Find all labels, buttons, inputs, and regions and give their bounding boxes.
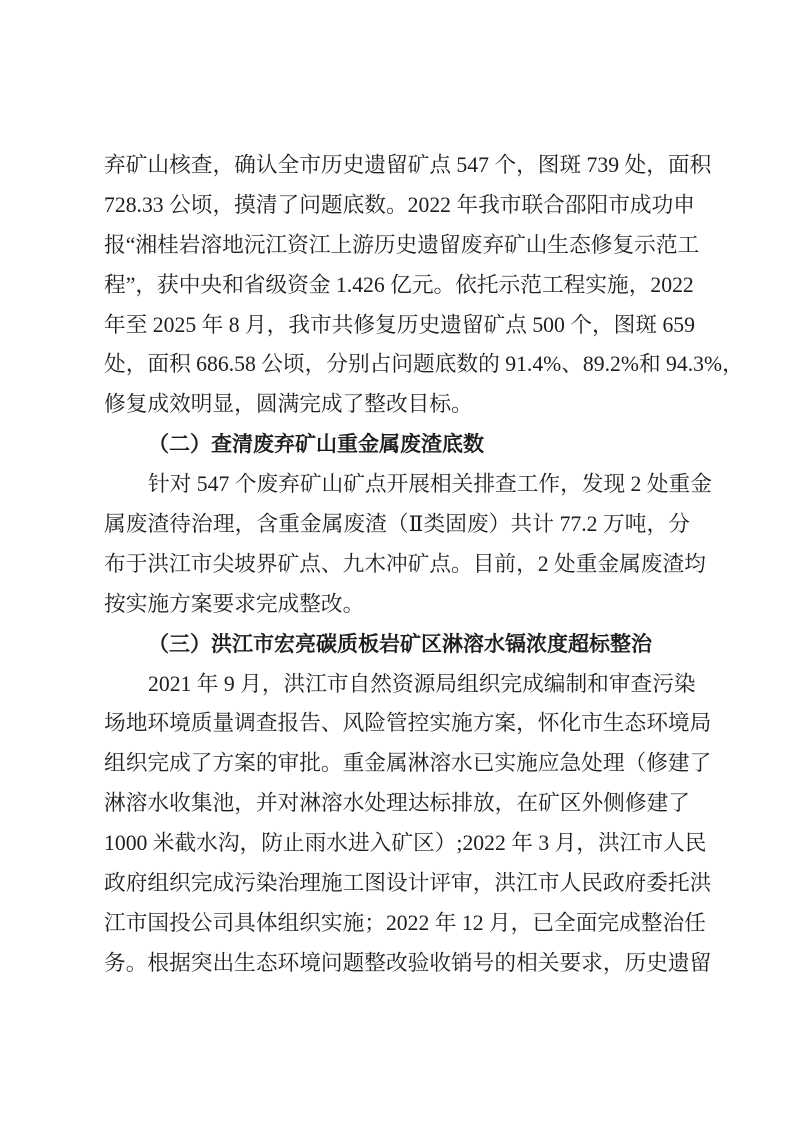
text-line: 布于洪江市尖坡界矿点、九木冲矿点。目前，2 处重金属废渣均 [104,551,706,576]
text-line: 728.33 公顷，摸清了问题底数。2022 年我市联合邵阳市成功申 [104,192,695,217]
text-line: 组织完成了方案的审批。重金属淋溶水已实施应急处理（修建了 [104,751,712,776]
text-line: 弃矿山核查，确认全市历史遗留矿点 547 个，图斑 739 处，面积 [104,153,712,177]
text-line: 处，面积 686.58 公顷，分别占问题底数的 91.4%、89.2%和 94.3%， [104,352,744,377]
heading-line: （三）洪江市宏亮碳质板岩矿区淋溶水镉浓度超标整治 [148,631,652,656]
text-line: 1000 米截水沟，防止雨水进入矿区）;2022 年 3 月，洪江市人民 [104,831,707,856]
paragraph [104,146,744,425]
text-line: 针对 547 个废弃矿山矿点开展相关排查工作，发现 2 处重金 [148,472,712,497]
text-line: 按实施方案要求完成整改。 [104,591,365,616]
paragraph [104,665,712,984]
paragraph [104,465,712,625]
text-line: 程”，获中央和省级资金 1.426 亿元。依托示范工程实施，2022 [104,272,694,297]
text-line: 场地环境质量调查报告、风险管控实施方案，怀化市生态环境局 [104,711,712,736]
section-heading-2 [104,425,690,465]
text-line: 淋溶水收集池，并对淋溶水处理达标排放，在矿区外侧修建了 [104,791,690,816]
document-text-block [104,146,744,984]
heading-line: （二）查清废弃矿山重金属废渣底数 [148,432,484,457]
text-line: 属废渣待治理，含重金属废渣（Ⅱ类固废）共计 77.2 万吨，分 [104,512,690,537]
text-line: 务。根据突出生态环境问题整改验收销号的相关要求，历史遗留 [104,950,712,975]
section-heading-3 [104,625,690,665]
text-line: 江市国投公司具体组织实施；2022 年 12 月，已全面完成整治任 [104,910,706,935]
text-line: 2021 年 9 月，洪江市自然资源局组织完成编制和审查污染 [148,671,696,696]
text-line: 政府组织完成污染治理施工图设计评审，洪江市人民政府委托洪 [104,871,712,896]
text-line: 报“湘桂岩溶地沅江资江上游历史遗留废弃矿山生态修复示范工 [104,232,700,257]
text-line: 修复成效明显，圆满完成了整改目标。 [104,392,473,417]
text-line: 年至 2025 年 8 月，我市共修复历史遗留矿点 500 个，图斑 659 [104,312,695,337]
